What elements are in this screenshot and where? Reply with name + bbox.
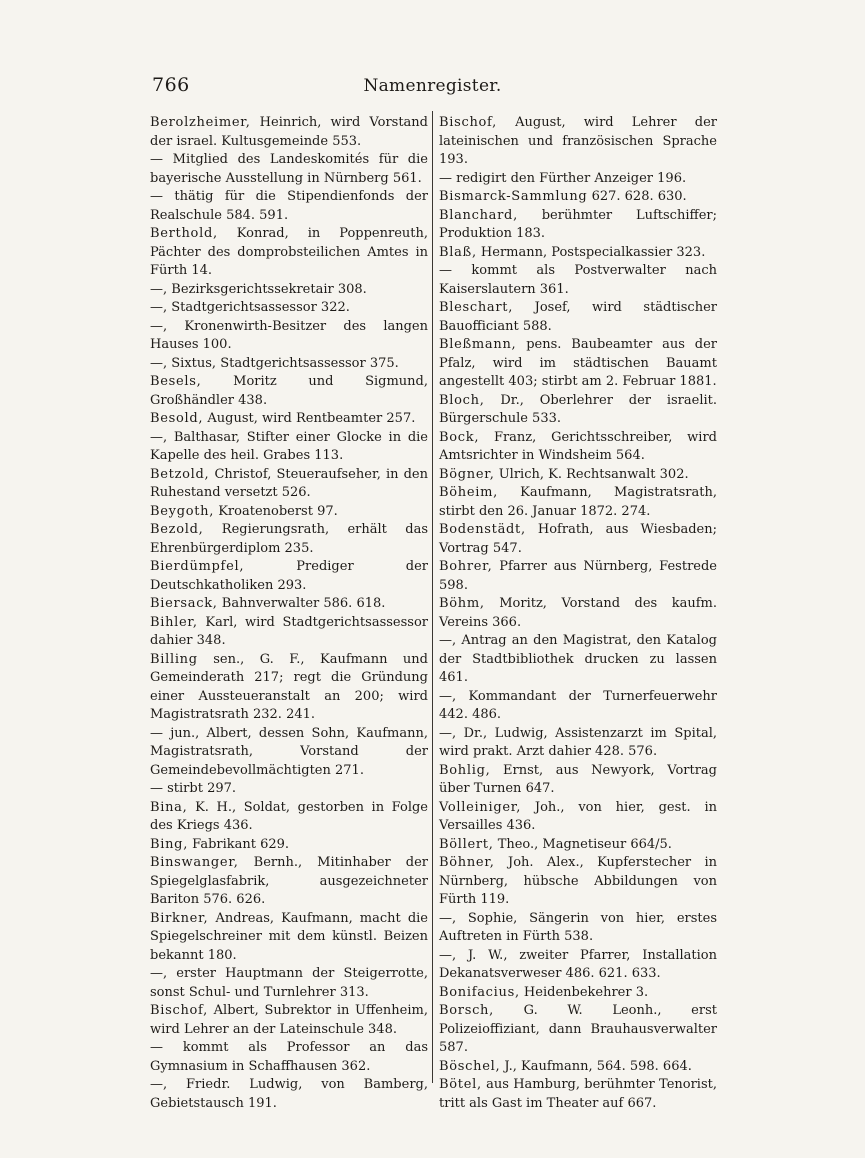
- index-entry: [150, 281, 428, 300]
- entry-text: Theo., Magnetiseur 664/5.: [493, 836, 672, 852]
- entry-text: K. H., Soldat, gestorben in Folge des Kriegs 436.: [150, 799, 428, 833]
- entry-headword: Bihler,: [150, 614, 198, 630]
- entry-headword: Bismarck-Sammlung: [439, 189, 588, 204]
- entry-text: Joh. Alex., Kupferstecher in Nürnberg, hübsche Abbildungen von Fürth 119.: [439, 855, 717, 907]
- index-entry: [439, 188, 717, 207]
- entry-headword: Bloch,: [439, 392, 485, 408]
- index-entry: [439, 392, 717, 429]
- index-entry: [150, 854, 428, 910]
- entry-text: Fabrikant 629.: [188, 836, 290, 852]
- entry-text: pens. Baubeamter aus der Pfalz, wird im städtischen Bauamt angestellt 403; stirbt am 2. Februar 1881.: [439, 337, 717, 389]
- entry-text: — stirbt 297.: [150, 781, 237, 796]
- index-entry: [439, 1076, 717, 1113]
- index-entry: [439, 170, 717, 189]
- entry-text: Karl, wird Stadtgerichtsassessor dahier 348.: [150, 614, 428, 648]
- entry-headword: Berolzheimer,: [150, 115, 251, 130]
- entry-text: Prediger der Deutschkatholiken 293.: [150, 559, 428, 593]
- entry-text: Josef, wird städtischer Bauofficiant 588.: [439, 300, 717, 334]
- entry-text: —, J. W., zweiter Pfarrer, Installation Dekanatsverweser 486. 621. 633.: [439, 947, 717, 981]
- entry-text: Heidenbekehrer 3.: [519, 984, 649, 1000]
- entry-headword: Bohlig,: [439, 762, 491, 778]
- entry-headword: Blaß,: [439, 244, 477, 260]
- entry-text: — Mitglied des Landeskomités für die bayerische Ausstellung in Nürnberg 561.: [150, 152, 428, 186]
- entry-text: August, wird Lehrer der lateinischen und französischen Sprache 193.: [439, 115, 717, 167]
- index-entry: [150, 188, 428, 225]
- index-entry: [439, 984, 717, 1003]
- index-entry: [439, 558, 717, 595]
- running-head: Namenregister.: [363, 76, 502, 96]
- entry-text: Moritz, Vorstand des kaufm. Vereins 366.: [439, 596, 717, 630]
- index-entry: [439, 910, 717, 947]
- entry-headword: Berthold,: [150, 226, 218, 241]
- index-entry: [439, 836, 717, 855]
- index-entry: [439, 799, 717, 836]
- index-entry: [150, 1076, 428, 1113]
- entry-text: Moritz und Sigmund, Großhändler 438.: [150, 374, 428, 408]
- entry-text: Albert, Subrektor in Uffenheim, wird Lehrer an der Lateinschule 348.: [150, 1003, 428, 1037]
- index-entry: [150, 558, 428, 595]
- entry-text: Franz, Gerichtsschreiber, wird Amtsrichter in Windsheim 564.: [439, 429, 717, 463]
- entry-text: — kommt als Professor an das Gymnasium in Schaffhausen 362.: [150, 1040, 428, 1074]
- entry-headword: Billing: [150, 651, 198, 667]
- index-entry: [439, 521, 717, 558]
- entry-text: Joh., von hier, gest. in Versailles 436.: [439, 799, 717, 833]
- index-entry: [150, 410, 428, 429]
- entry-text: Christof, Steueraufseher, in den Ruhestand versetzt 526.: [150, 466, 428, 500]
- entry-text: Pfarrer aus Nürnberg, Festrede 598.: [439, 559, 717, 593]
- index-entry: [439, 1058, 717, 1077]
- index-entry: [439, 595, 717, 632]
- entry-text: — kommt als Postverwalter nach Kaiserslautern 361.: [439, 263, 717, 297]
- index-entry: [439, 688, 717, 725]
- entry-headword: Bötel,: [439, 1077, 482, 1092]
- index-entry: [150, 1039, 428, 1076]
- entry-headword: Besold,: [150, 411, 204, 426]
- entry-text: —, Balthasar, Stifter einer Glocke in die Kapelle des heil. Grabes 113.: [150, 429, 428, 463]
- entry-headword: Bodenstädt,: [439, 522, 526, 537]
- entry-text: — redigirt den Fürther Anzeiger 196.: [439, 170, 687, 186]
- entry-text: berühmter Luftschiffer; Produktion 183.: [439, 207, 717, 241]
- entry-headword: Bock,: [439, 429, 480, 445]
- entry-headword: Volleiniger,: [439, 799, 522, 815]
- entry-text: —, Kommandant der Turnerfeuerwehr 442. 486.: [439, 688, 717, 722]
- index-entry: [439, 466, 717, 485]
- index-entry: [439, 244, 717, 263]
- entry-text: Konrad, in Poppenreuth, Pächter des domprobsteilichen Amtes in Fürth 14.: [150, 226, 428, 278]
- entry-headword: Böhner,: [439, 855, 495, 870]
- entry-text: —, Dr., Ludwig, Assistenzarzt im Spital, wird prakt. Arzt dahier 428. 576.: [439, 725, 717, 759]
- index-entry: [439, 725, 717, 762]
- index-entry: [150, 355, 428, 374]
- entry-headword: Bonifacius,: [439, 984, 520, 1000]
- index-entry: [439, 114, 717, 170]
- entry-headword: Böschel,: [439, 1058, 501, 1074]
- index-entry: [439, 947, 717, 984]
- index-entry: [150, 836, 428, 855]
- index-entry: [150, 373, 428, 410]
- entry-text: Bahnverwalter 586. 618.: [217, 596, 386, 611]
- entry-text: Dr., Oberlehrer der israelit. Bürgerschule 533.: [439, 392, 717, 426]
- entry-headword: Bischof,: [150, 1003, 208, 1018]
- index-column-left: [150, 114, 428, 1113]
- entry-text: — thätig für die Stipendienfonds der Realschule 584. 591.: [150, 189, 428, 223]
- index-entry: [150, 1002, 428, 1039]
- entry-headword: Beygoth,: [150, 503, 215, 519]
- entry-headword: Betzold,: [150, 466, 210, 482]
- index-entry: [150, 595, 428, 614]
- entry-headword: Bleschart,: [439, 300, 514, 315]
- index-entry: [439, 336, 717, 392]
- entry-headword: Biersack,: [150, 596, 218, 611]
- entry-text: August, wird Rentbeamter 257.: [203, 411, 416, 426]
- entry-text: Kroatenoberst 97.: [214, 503, 338, 519]
- entry-text: Regierungsrath, erhält das Ehrenbürgerdiplom 235.: [150, 522, 428, 556]
- entry-text: Hermann, Postspecialkassier 323.: [476, 244, 706, 260]
- index-entry: [150, 614, 428, 651]
- entry-text: Ernst, aus Newyork, Vortrag über Turnen 647.: [439, 762, 717, 796]
- index-column-right: [439, 114, 717, 1113]
- index-entry: [150, 299, 428, 318]
- index-entry: [150, 503, 428, 522]
- index-entry: [150, 910, 428, 966]
- index-entry: [150, 225, 428, 281]
- index-entry: [150, 799, 428, 836]
- entry-headword: Bezold,: [150, 522, 204, 537]
- entry-text: —, Antrag an den Magistrat, den Katalog der Stadtbibliothek drucken zu lassen 461.: [439, 633, 717, 685]
- index-entry: [150, 521, 428, 558]
- index-entry: [150, 429, 428, 466]
- entry-text: —, erster Hauptmann der Steigerrotte, sonst Schul- und Turnlehrer 313.: [150, 966, 428, 1000]
- entry-text: Andreas, Kaufmann, macht die Spiegelschreiner mit dem künstl. Beizen bekannt 180.: [150, 910, 428, 963]
- entry-headword: Bögner,: [439, 466, 495, 482]
- entry-headword: Bleßmann,: [439, 337, 517, 352]
- entry-headword: Bing,: [150, 836, 189, 852]
- entry-text: Kaufmann, Magistratsrath, stirbt den 26. Januar 1872. 274.: [439, 485, 717, 519]
- entry-headword: Binswanger,: [150, 855, 239, 870]
- entry-text: sen., G. F., Kaufmann und Gemeinderath 217; regt die Gründung einer Aussteueranstalt an 200; wird Magistratsrath 232. 241.: [150, 651, 428, 722]
- entry-text: J., Kaufmann, 564. 598. 664.: [500, 1058, 692, 1074]
- page-number: 766: [152, 74, 190, 96]
- entry-headword: Blanchard,: [439, 207, 518, 223]
- entry-headword: Birkner,: [150, 910, 209, 926]
- index-entry: [150, 965, 428, 1002]
- entry-headword: Böhm,: [439, 596, 485, 611]
- index-entry: [439, 632, 717, 688]
- entry-text: 627. 628. 630.: [587, 189, 687, 204]
- index-entry: [150, 318, 428, 355]
- index-entry: [439, 854, 717, 910]
- index-entry: [439, 299, 717, 336]
- entry-text: —, Kronenwirth-Besitzer des langen Hauses 100.: [150, 318, 428, 352]
- entry-text: Hofrath, aus Wiesbaden; Vortrag 547.: [439, 522, 717, 556]
- entry-text: —, Bezirksgerichtssekretair 308.: [150, 281, 367, 297]
- index-entry: [150, 725, 428, 781]
- entry-text: —, Sophie, Sängerin von hier, erstes Auftreten in Fürth 538.: [439, 910, 717, 944]
- index-entry: [439, 207, 717, 244]
- entry-text: Heinrich, wird Vorstand der israel. Kultusgemeinde 553.: [150, 115, 428, 149]
- entry-text: Bernh., Mitinhaber der Spiegelglasfabrik, ausgezeichneter Bariton 576. 626.: [150, 855, 428, 907]
- entry-text: —, Friedr. Ludwig, von Bamberg, Gebietstausch 191.: [150, 1077, 428, 1111]
- column-divider: [432, 111, 433, 1083]
- index-entry: [439, 484, 717, 521]
- entry-text: —, Stadtgerichtsassessor 322.: [150, 300, 350, 315]
- entry-text: Ulrich, K. Rechtsanwalt 302.: [494, 466, 689, 482]
- index-entry: [439, 1002, 717, 1058]
- entry-headword: Bina,: [150, 799, 188, 815]
- entry-headword: Böllert,: [439, 836, 494, 852]
- entry-text: G. W. Leonh., erst Polizeioffiziant, dann Brauhausverwalter 587.: [439, 1003, 717, 1055]
- entry-headword: Bischof,: [439, 115, 497, 130]
- index-entry: [439, 262, 717, 299]
- index-entry: [150, 651, 428, 725]
- entry-headword: Borsch,: [439, 1003, 494, 1018]
- entry-headword: Böheim,: [439, 485, 498, 500]
- entry-text: — jun., Albert, dessen Sohn, Kaufmann, Magistratsrath, Vorstand der Gemeindebevollmächtigten 271.: [150, 725, 428, 778]
- index-entry: [150, 151, 428, 188]
- entry-headword: Bohrer,: [439, 559, 493, 574]
- entry-text: —, Sixtus, Stadtgerichtsassessor 375.: [150, 355, 399, 371]
- index-entry: [439, 762, 717, 799]
- index-entry: [150, 114, 428, 151]
- index-entry: [439, 429, 717, 466]
- entry-text: aus Hamburg, berühmter Tenorist, tritt als Gast im Theater auf 667.: [439, 1077, 717, 1111]
- index-entry: [150, 466, 428, 503]
- entry-headword: Bierdümpfel,: [150, 559, 245, 574]
- entry-headword: Besels,: [150, 374, 202, 389]
- index-entry: [150, 780, 428, 799]
